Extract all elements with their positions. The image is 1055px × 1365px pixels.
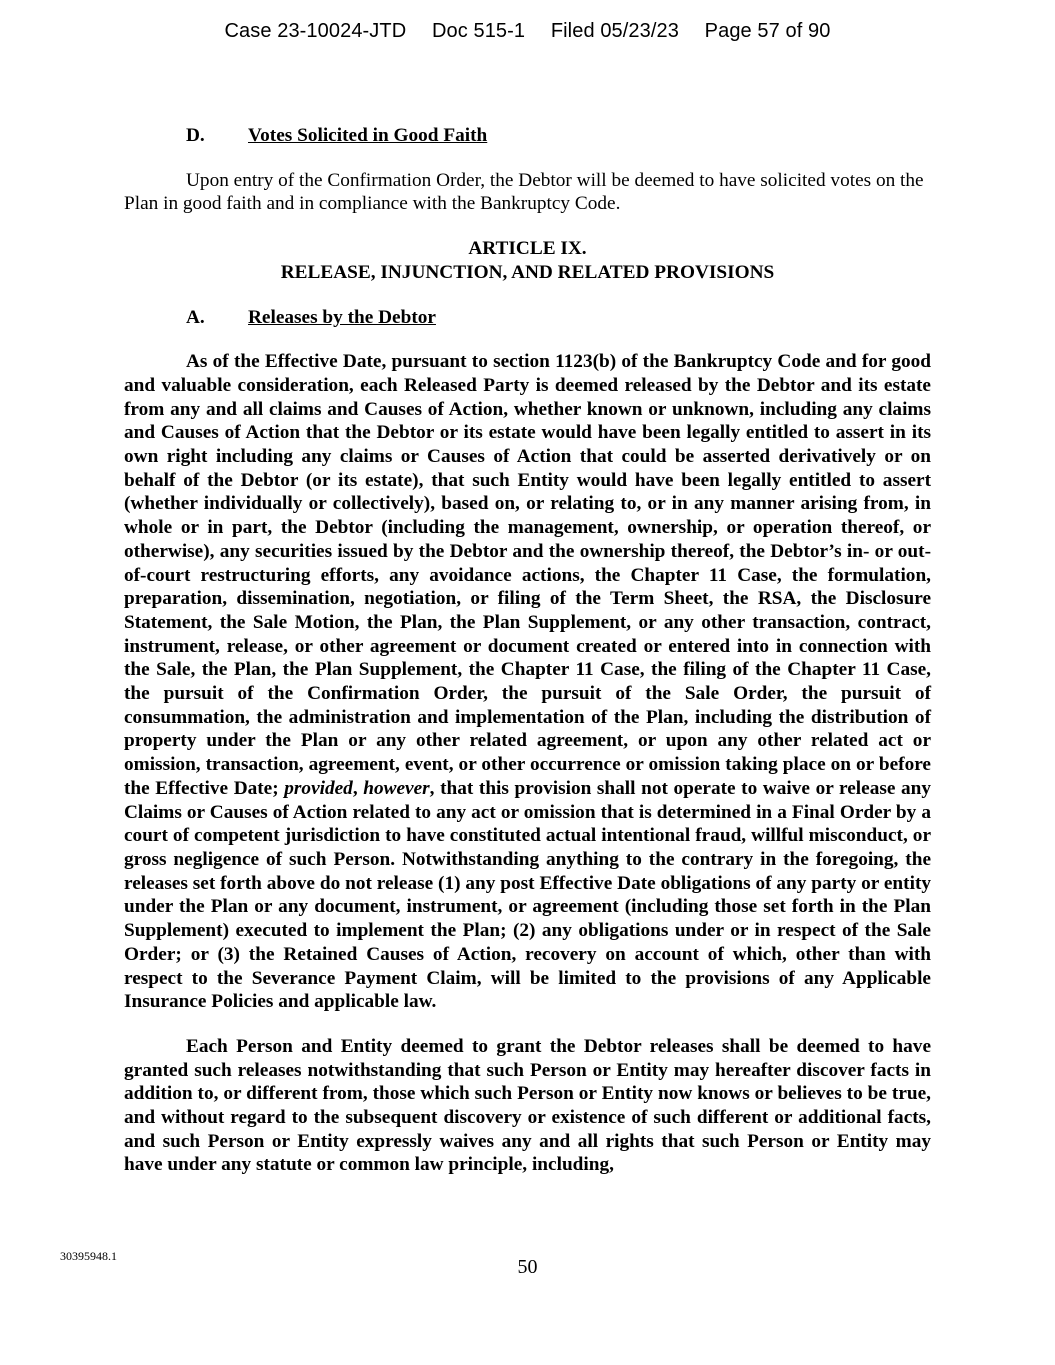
comma: , (352, 777, 364, 799)
case-number: Case 23-10024-JTD (224, 20, 407, 42)
release-paragraph-2: Each Person and Entity deemed to grant the Debtor releases shall be deemed to have granted such releases notwithstanding that such Person or Entity may hereafter discover facts in addition to, or different from, those which such Person or Entity now knows or believes to be true, and without regard to the subsequent discovery or existence of such different or additional facts, and such Person or Entity expressly waives any and all rights that such Person or Entity may have under any statute or common law principle, including, (124, 1035, 931, 1176)
page-of-total: Page 57 of 90 (704, 20, 831, 42)
release-text-part1: As of the Effective Date, pursuant to section 1123(b) of the Bankruptcy Code and for good and valuable consideration, each Released Party is deemed released by the Debtor and its estate from any and all claims and Causes of Action, whether known or unknown, including any claims and Causes of Action that the Debtor or its estate would have been legally entitled to assert in its own right including any claims or Causes of Action that could be asserted derivatively or on behalf of the Debtor (or its estate), that such Entity would have been legally entitled to assert (whether individually or collectively), based on, or relating to, or in any manner arising from, in whole or in part, the Debtor (including the management, ownership, or operation thereof, or otherwise), any securities issued by the Debtor and the ownership thereof, the Debtor’s in- or out-of-court restructuring efforts, any avoidance actions, the Chapter 11 Case, the formulation, preparation, dissemination, negotiation, or filing of the Term Sheet, the RSA, the Disclosure Statement, the Sale Motion, the Plan, the Plan Supplement, or any other transaction, contract, instrument, release, or other agreement or document created or entered into in connection with the Sale, the Plan, the Plan Supplement, the Chapter 11 Case, the filing of the Chapter 11 Case, the pursuit of the Confirmation Order, the pursuit of the Sale Order, the pursuit of consummation, the administration and implementation of the Plan, including the distribution of property under the Plan or any other related agreement, or upon any other related act or omission, transaction, agreement, event, or other occurrence or omission taking place on or before the Effective Date; (124, 351, 931, 799)
section-title: Votes Solicited in Good Faith (248, 125, 488, 146)
article-number: ARTICLE IX. (468, 238, 587, 260)
section-letter: D. (186, 125, 205, 146)
court-filing-header (0, 20, 1055, 43)
filed-date: Filed 05/23/23 (550, 20, 679, 42)
article-title: RELEASE, INJUNCTION, AND RELATED PROVISIONS (280, 261, 775, 283)
section-title: Releases by the Debtor (248, 306, 436, 328)
section-d-heading (124, 124, 931, 148)
section-letter: A. (186, 306, 205, 328)
document-id: 30395948.1 (60, 1249, 117, 1263)
section-a-heading (124, 306, 931, 330)
document-body (124, 124, 931, 1177)
provided-term: provided (284, 777, 353, 799)
release-paragraph-1 (124, 350, 931, 1014)
section-d-paragraph: Upon entry of the Confirmation Order, the Debtor will be deemed to have solicited votes on the Plan in good faith and in compliance with the Bankruptcy Code. (124, 169, 924, 215)
page-number: 50 (517, 1256, 538, 1278)
article-heading (124, 237, 931, 284)
however-term: however (363, 777, 430, 799)
release-text-part2: , that this provision shall not operate to waive or release any Claims or Causes of Action related to any act or omission that is determined in a Final Order by a court of competent jurisdiction to have constituted actual intentional fraud, willful misconduct, or gross negligence of such Person. Notwithstanding anything to the contrary in the foregoing, the releases set forth above do not release (1) any post Effective Date obligations of any party or entity under the Plan or any document, instrument, or agreement (including those set forth in the Plan Supplement) executed to implement the Plan; (2) any obligations under or in respect of the Sale Order; or (3) the Retained Causes of Action, recovery on account of which, other than with respect to the Severance Payment Claim, will be limited to the provisions of any Applicable Insurance Policies and applicable law. (124, 777, 932, 1013)
doc-number: Doc 515-1 (431, 20, 526, 42)
